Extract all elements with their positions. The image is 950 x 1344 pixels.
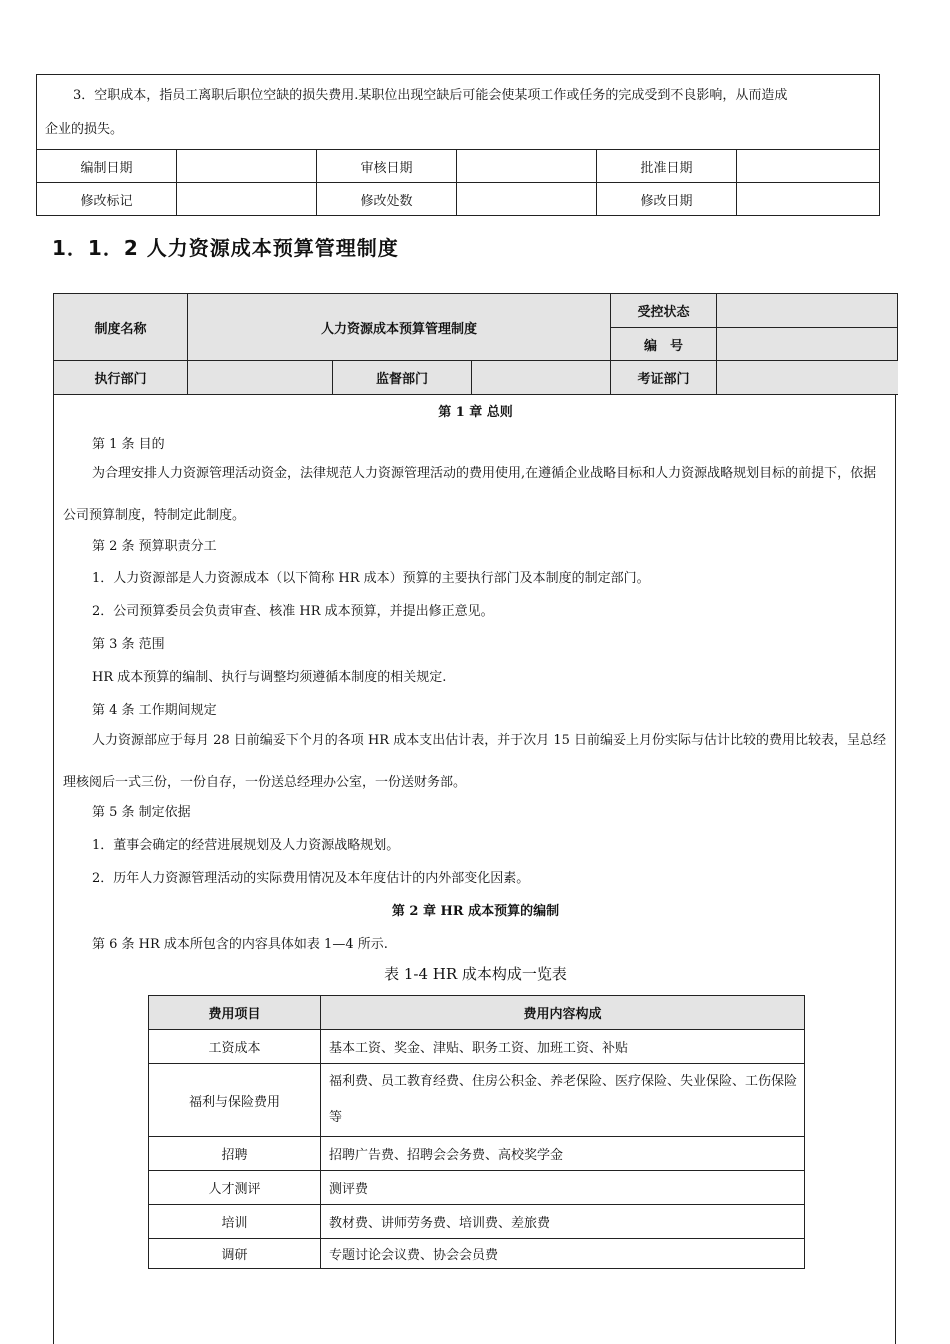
table-row — [149, 1171, 805, 1205]
table-row — [149, 1030, 805, 1064]
supervise-dept-label: 监督部门 — [333, 361, 472, 395]
article-2-item-1: 1．人力资源部是人力资源成本（以下简称 HR 成本）预算的主要执行部门及本制度的制定部门。 — [92, 571, 650, 586]
table-caption: 表 1-4 HR 成本构成一览表 — [384, 965, 567, 983]
cost-note-line2: 企业的损失。 — [45, 122, 124, 137]
policy-header-table — [53, 293, 898, 395]
cost-content: 招聘广告费、招聘会会务费、高校奖学金 — [321, 1137, 805, 1171]
cost-content: 专题讨论会议费、协会会员费 — [321, 1239, 805, 1269]
compile-date-label: 编制日期 — [37, 150, 177, 183]
cost-note-line1: 3．空职成本，指员工离职后职位空缺的损失费用.某职位出现空缺后可能会使某项工作或任务的完成受到不良影响，从而造成 — [73, 88, 788, 103]
policy-body — [53, 394, 896, 1344]
table-row — [149, 1064, 805, 1137]
article-6-title: 第 6 条 HR 成本所包含的内容具体如表 1—4 所示. — [92, 937, 388, 952]
chapter-2-title: 第 2 章 HR 成本预算的编制 — [391, 904, 560, 919]
verify-dept-label: 考证部门 — [611, 361, 717, 395]
article-2-title: 第 2 条 预算职责分工 — [92, 539, 217, 554]
table-row — [149, 1239, 805, 1269]
revision-count-label: 修改处数 — [317, 183, 457, 216]
cost-item: 人才测评 — [149, 1171, 321, 1205]
cost-item: 调研 — [149, 1239, 321, 1269]
article-4-text: 人力资源部应于每月 28 日前编妥下个月的各项 HR 成本支出估计表，并于次月 15 日前编妥上月份实际与估计比较的费用比较表，呈总经理核阅后一式三份，一份自存，一份送总经理办公室，一份送财务部。 — [63, 733, 887, 790]
cost-content: 教材费、讲师劳务费、培训费、差旅费 — [321, 1205, 805, 1239]
article-1-text: 为合理安排人力资源管理活动资金，法律规范人力资源管理活动的费用使用,在遵循企业战略目标和人力资源战略规划目标的前提下，依据公司预算制度，特制定此制度。 — [63, 466, 877, 523]
cost-item: 招聘 — [149, 1137, 321, 1171]
cost-item: 培训 — [149, 1205, 321, 1239]
policy-name-label: 制度名称 — [54, 294, 188, 361]
revision-count-value — [457, 183, 597, 216]
revision-date-value — [737, 183, 880, 216]
section-heading: 1．1．2 人力资源成本预算管理制度 — [52, 236, 399, 260]
review-date-value — [457, 150, 597, 183]
review-date-label: 审核日期 — [317, 150, 457, 183]
article-3-title: 第 3 条 范围 — [92, 637, 165, 652]
article-4-title: 第 4 条 工作期间规定 — [92, 703, 217, 718]
policy-name-value: 人力资源成本预算管理制度 — [188, 294, 611, 361]
cost-item: 福利与保险费用 — [149, 1064, 321, 1137]
table-row — [149, 1205, 805, 1239]
cost-note — [37, 75, 880, 150]
article-3-text: HR 成本预算的编制、执行与调整均须遵循本制度的相关规定. — [92, 670, 447, 685]
verify-dept-value — [717, 361, 898, 395]
approve-date-value — [737, 150, 880, 183]
supervise-dept-value — [472, 361, 611, 395]
cost-header-item: 费用项目 — [149, 996, 321, 1030]
record-table — [36, 74, 880, 216]
exec-dept-label: 执行部门 — [54, 361, 188, 395]
chapter-1-title: 第 1 章 总则 — [438, 405, 513, 420]
cost-item: 工资成本 — [149, 1030, 321, 1064]
number-value — [717, 328, 898, 361]
revision-date-label: 修改日期 — [597, 183, 737, 216]
approve-date-label: 批准日期 — [597, 150, 737, 183]
article-2-item-2: 2．公司预算委员会负责审查、核准 HR 成本预算，并提出修正意见。 — [92, 604, 494, 619]
number-label: 编 号 — [611, 328, 717, 361]
revision-mark-value — [177, 183, 317, 216]
article-5-title: 第 5 条 制定依据 — [92, 805, 191, 820]
control-status-label: 受控状态 — [611, 294, 717, 328]
control-status-value — [717, 294, 898, 328]
cost-content: 测评费 — [321, 1171, 805, 1205]
hr-cost-table — [148, 995, 805, 1269]
revision-mark-label: 修改标记 — [37, 183, 177, 216]
exec-dept-value — [188, 361, 333, 395]
article-5-item-1: 1．董事会确定的经营进展规划及人力资源战略规划。 — [92, 838, 400, 853]
compile-date-value — [177, 150, 317, 183]
article-1-title: 第 1 条 目的 — [92, 437, 165, 452]
table-row — [149, 1137, 805, 1171]
article-5-item-2: 2．历年人力资源管理活动的实际费用情况及本年度估计的内外部变化因素。 — [92, 871, 530, 886]
cost-header-content: 费用内容构成 — [321, 996, 805, 1030]
cost-content: 基本工资、奖金、津贴、职务工资、加班工资、补贴 — [321, 1030, 805, 1064]
cost-content: 福利费、员工教育经费、住房公积金、养老保险、医疗保险、失业保险、工伤保险等 — [321, 1064, 805, 1137]
